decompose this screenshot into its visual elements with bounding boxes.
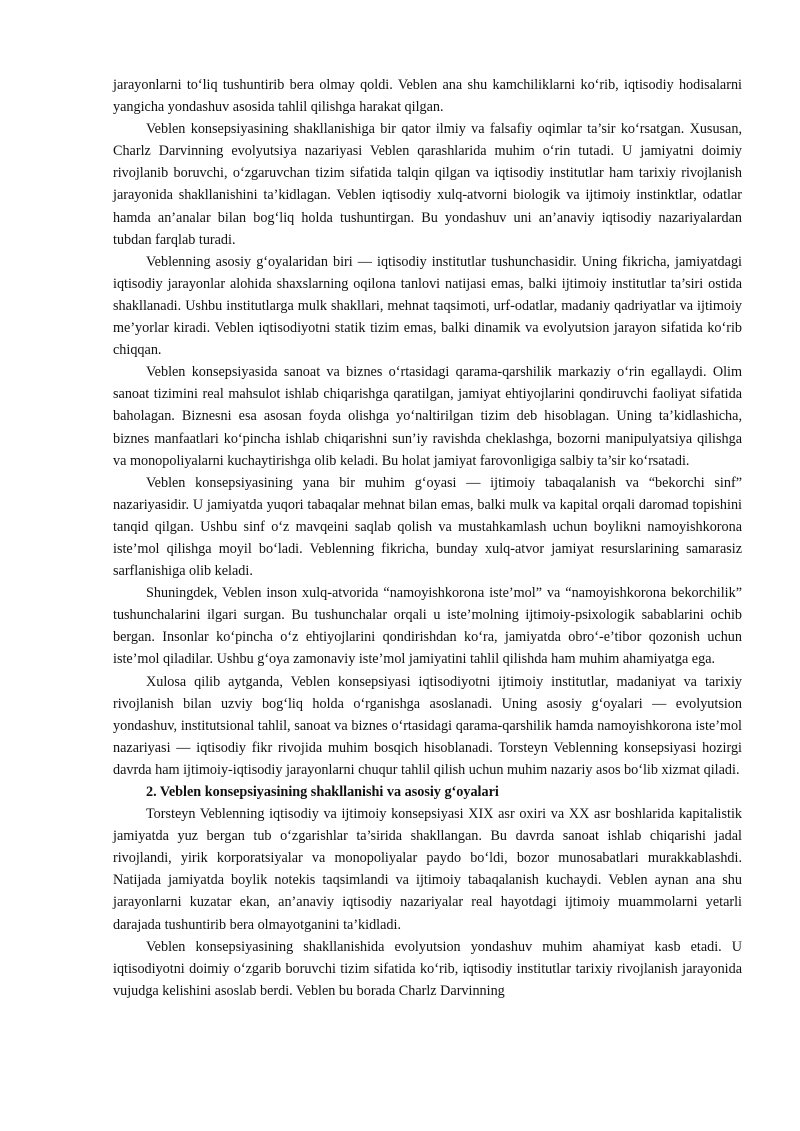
paragraph: Veblen konsepsiyasining shakllanishida evolyutsion yondashuv muhim ahamiyat kasb etadi. U iqtisodiyotni doimiy o‘zgarib boruvchi tizim sifatida ko‘rib, iqtisodiy institutlar tarixiy rivojlanish jarayonida vujudga kelishini asoslab berdi. Veblen bu borada Charlz Darvinning — [113, 938, 742, 999]
paragraph: Xulosa qilib aytganda, Veblen konsepsiyasi iqtisodiyotni ijtimoiy institutlar, madaniyat va tarixiy rivojlanish bilan uzviy bog‘liq holda o‘rganishga asoslanadi. Uning asosiy g‘oyalari — evolyutsion yondashuv, institutsional tahlil, sanoat va biznes o‘rtasidagi qarama-qarshilik hamda namoyishkorona iste’mol nazariyasi — iqtisodiy fikr rivojida muhim bosqich hisoblanadi. Torsteyn Veblenning konsepsiyasi hozirgi davrda ham ijtimoiy-iqtisodiy jarayonlarni chuqur tahlil qilish uchun muhim nazariy asos bo‘lib xizmat qiladi. — [113, 673, 742, 778]
document-page — [113, 74, 742, 1002]
paragraph-continuation: jarayonlarni to‘liq tushuntirib bera olmay qoldi. Veblen ana shu kamchiliklarni ko‘rib, iqtisodiy hodisalarni yangicha yondashuv asosida tahlil qilishga harakat qilgan. — [113, 77, 742, 116]
paragraph: Veblen konsepsiyasida sanoat va biznes o‘rtasidagi qarama-qarshilik markaziy o‘rin egallaydi. Olim sanoat tizimini real mahsulot ishlab chiqarishga qaratilgan, jamiyat ehtiyojlarini qondiruvchi faoliyat sifatida baholagan. Biznesni esa asosan foyda olishga yo‘naltirilgan tizim deb hisoblagan. Uning ta’kidlashicha, biznes manfaatlari ko‘pincha ishlab chiqarishni sun’iy ravishda cheklashga, bozorni manipulyatsiya qilishga va monopoliyalarni kuchaytirishga olib keladi. Bu holat jamiyat farovonligiga salbiy ta’sir ko‘rsatadi. — [113, 364, 742, 469]
paragraph: Torsteyn Veblenning iqtisodiy va ijtimoiy konsepsiyasi XIX asr oxiri va XX asr boshlarida kapitalistik jamiyatda yuz bergan tub o‘zgarishlar ta’sirida shakllangan. Bu davrda sanoat ishlab chiqarishi jadal rivojlandi, yirik korporatsiyalar va monopoliyalar paydo bo‘ldi, bozor munosabatlari murakkablashdi. Natijada jamiyatda boylik notekis taqsimlandi va ijtimoiy tabaqalanish kuchaydi. Veblen aynan ana shu jarayonlarni kuzatar ekan, an’anaviy iqtisodiy nazariyalar real hayotdagi ijtimoiy muammolarni yetarli darajada tushuntirib bera olmayotganini ta’kidladi. — [113, 806, 742, 933]
paragraph: Veblen konsepsiyasining shakllanishiga bir qator ilmiy va falsafiy oqimlar ta’sir ko‘rsatgan. Xususan, Charlz Darvinning evolyutsiya nazariyasi Veblen qarashlarida muhim o‘rin tutadi. U jamiyatni doimiy rivojlanib boruvchi, o‘zgaruvchan tizim sifatida talqin qilgan va iqtisodiy institutlar ham tarixiy rivojlanish jarayonida shakllanishini ta’kidlagan. Veblen iqtisodiy xulq-atvorni biologik va ijtimoiy instinktlar, odatlar hamda an’analar bilan bog‘liq holda tushuntirgan. Bu yondashuv uni an’anaviy iqtisodiy nazariyalardan tubdan farqlab turadi. — [113, 121, 742, 248]
paragraph: Shuningdek, Veblen inson xulq-atvorida “namoyishkorona iste’mol” va “namoyishkorona bekorchilik” tushunchalarini ilgari surgan. Bu tushunchalar orqali u iste’molning ijtimoiy-psixologik sabablarini ochib bergan. Insonlar ko‘pincha o‘z ehtiyojlarini qondirishdan ko‘ra, jamiyatda obro‘-e’tibor qozonish uchun iste’mol qiladilar. Ushbu g‘oya zamonaviy iste’mol jamiyatini tahlil qilishda ham muhim ahamiyatga ega. — [113, 585, 742, 668]
section-heading: 2. Veblen konsepsiyasining shakllanishi va asosiy g‘oyalari — [146, 784, 499, 800]
paragraph: Veblenning asosiy g‘oyalaridan biri — iqtisodiy institutlar tushunchasidir. Uning fikricha, jamiyatdagi iqtisodiy jarayonlar alohida shaxslarning oqilona tanlovi natijasi emas, balki ijtimoiy institutlar ta’siri ostida shakllanadi. Ushbu institutlarga mulk shakllari, mehnat taqsimoti, urf-odatlar, madaniy qadriyatlar va ijtimoiy me’yorlar kiradi. Veblen iqtisodiyotni statik tizim emas, balki dinamik va evolyutsion jarayon sifatida ko‘rib chiqqan. — [113, 253, 742, 359]
paragraph: Veblen konsepsiyasining yana bir muhim g‘oyasi — ijtimoiy tabaqalanish va “bekorchi sinf” nazariyasidir. U jamiyatda yuqori tabaqalar mehnat bilan emas, balki mulk va kapital orqali daromad topishini tanqid qilgan. Ushbu sinf o‘z mavqeini saqlab qolish va mustahkamlash uchun boylikni namoyishkorona iste’mol qilishga moyil bo‘ladi. Veblenning fikricha, bunday xulq-atvor jamiyat resurslarining samarasiz sarflanishiga olib keladi. — [113, 474, 742, 580]
